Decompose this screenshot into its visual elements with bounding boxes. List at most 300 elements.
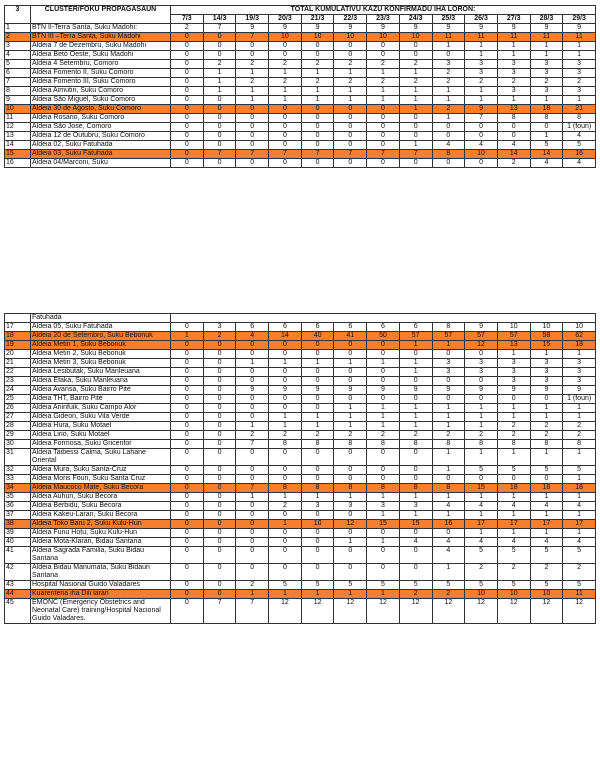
case-count: 4 [399, 538, 432, 547]
case-count: 9 [334, 386, 367, 395]
case-count: 1 [497, 529, 530, 538]
case-count: 15 [367, 520, 400, 529]
case-count: 1 [203, 69, 236, 78]
cluster-name: Aldeia 4 Setembru, Comoro [31, 60, 171, 69]
case-count: 2 [269, 60, 302, 69]
row-number: 11 [5, 114, 31, 123]
case-count: 18 [530, 105, 563, 114]
case-count: 5 [530, 581, 563, 590]
row-number: 30 [5, 440, 31, 449]
table-row [5, 431, 596, 440]
row-number: 43 [5, 581, 31, 590]
case-count: 1 [563, 51, 596, 60]
case-count: 1 [530, 449, 563, 466]
case-count: 0 [465, 395, 498, 404]
row-number: 14 [5, 141, 31, 150]
case-count: 0 [432, 159, 465, 168]
case-count: 1 [432, 96, 465, 105]
case-count: 4 [465, 141, 498, 150]
case-count: 9 [465, 24, 498, 33]
case-count: 0 [236, 132, 269, 141]
case-count: 1 [301, 96, 334, 105]
row-number: 13 [5, 132, 31, 141]
case-count: 1 [301, 493, 334, 502]
case-count: 0 [399, 395, 432, 404]
case-count: 1 [563, 42, 596, 51]
case-count: 5 [367, 581, 400, 590]
case-count: 9 [530, 24, 563, 33]
case-count: 2 [530, 564, 563, 581]
table-row [5, 42, 596, 51]
table-header-row [5, 6, 596, 15]
table-row [5, 377, 596, 386]
case-count: 2 [334, 431, 367, 440]
case-count: 7 [203, 150, 236, 159]
case-count: 6 [367, 323, 400, 332]
case-count: 1 [563, 529, 596, 538]
table-row [5, 590, 596, 599]
case-count: 0 [301, 377, 334, 386]
case-count: 1 [334, 404, 367, 413]
case-count: 0 [465, 377, 498, 386]
case-count: 8 [465, 440, 498, 449]
case-count: 16 [432, 520, 465, 529]
case-count: 41 [334, 332, 367, 341]
case-count: 8 [301, 440, 334, 449]
case-count: 1 [432, 466, 465, 475]
case-count: 17 [563, 520, 596, 529]
table-row [5, 547, 596, 564]
case-count: 0 [497, 395, 530, 404]
cluster-name: Aldeia Gideon, Suku Vila Verde [31, 413, 171, 422]
case-count: 1 [563, 413, 596, 422]
cluster-name: Aldeia Maucoco Mate, Suku Becora [31, 484, 171, 493]
case-count: 1 [563, 350, 596, 359]
header-date: 23/3 [367, 15, 400, 24]
cluster-name: Aldeia Toko Baru 2, Suku Kulu-Hun [31, 520, 171, 529]
case-count: 0 [334, 564, 367, 581]
case-count: 0 [269, 377, 302, 386]
case-count: 1 [432, 404, 465, 413]
case-count: 0 [399, 547, 432, 564]
case-count: 0 [334, 123, 367, 132]
case-count: 1 [236, 96, 269, 105]
case-count: 12 [367, 599, 400, 624]
case-count: 5 [530, 466, 563, 475]
case-count: 8 [432, 484, 465, 493]
case-count: 11 [563, 590, 596, 599]
case-count: 0 [465, 475, 498, 484]
row-number: 23 [5, 377, 31, 386]
table-row [5, 159, 596, 168]
case-count: 2 [334, 60, 367, 69]
case-count: 0 [171, 132, 204, 141]
case-count: 0 [334, 395, 367, 404]
case-count: 13 [497, 105, 530, 114]
case-count: 3 [203, 323, 236, 332]
case-count: 1 [269, 96, 302, 105]
case-count: 4 [465, 538, 498, 547]
case-count: 5 [399, 581, 432, 590]
case-count: 0 [399, 377, 432, 386]
case-count: 9 [236, 386, 269, 395]
table-row [5, 141, 596, 150]
case-count: 0 [399, 114, 432, 123]
cluster-name: Aldeia Efaka, Suku Manleuana [31, 377, 171, 386]
case-count: 1 [465, 493, 498, 502]
case-count: 1 [432, 511, 465, 520]
case-count: 0 [301, 42, 334, 51]
case-count: 1 [399, 368, 432, 377]
case-count: 0 [497, 475, 530, 484]
case-count: 0 [171, 150, 204, 159]
case-count: 0 [171, 599, 204, 624]
case-count: 50 [367, 332, 400, 341]
table-row [5, 404, 596, 413]
case-count: 0 [171, 78, 204, 87]
case-count: 0 [367, 368, 400, 377]
case-count: 15 [530, 341, 563, 350]
case-count: 0 [203, 493, 236, 502]
case-count: 0 [171, 547, 204, 564]
case-count: 1 [367, 96, 400, 105]
case-count: 0 [171, 33, 204, 42]
case-count: 1 [563, 449, 596, 466]
cluster-name: Aldeia Avansa, Suku Bairro Pité [31, 386, 171, 395]
table-row [5, 33, 596, 42]
case-count: 3 [530, 87, 563, 96]
case-count: 1 [301, 590, 334, 599]
case-count: 6 [334, 323, 367, 332]
case-count: 1 [399, 69, 432, 78]
case-count: 0 [171, 96, 204, 105]
case-count: 1 (foun) [563, 395, 596, 404]
case-count: 17 [465, 520, 498, 529]
table-row [5, 105, 596, 114]
case-count: 3 [399, 502, 432, 511]
case-count: 0 [301, 449, 334, 466]
cluster-name: Aldeia Funu Hotu, Suku Kulu-Hun [31, 529, 171, 538]
case-count: 3 [530, 69, 563, 78]
case-count: 0 [301, 159, 334, 168]
table-row [5, 132, 596, 141]
case-count: 9 [432, 24, 465, 33]
case-count: 8 [334, 440, 367, 449]
cluster-name: Aldeia 20 de Setembro, Suku Bebonuk [31, 332, 171, 341]
case-count: 0 [367, 466, 400, 475]
case-count: 0 [203, 105, 236, 114]
case-count: 0 [171, 141, 204, 150]
case-count: 0 [301, 341, 334, 350]
case-count: 5 [334, 581, 367, 590]
case-count: 0 [171, 484, 204, 493]
case-count: 0 [203, 547, 236, 564]
case-count: 8 [367, 440, 400, 449]
case-count: 4 [530, 159, 563, 168]
case-count: 9 [465, 105, 498, 114]
continuation-text: Fatuhada [31, 314, 171, 323]
case-count: 12 [269, 599, 302, 624]
case-count: 0 [203, 132, 236, 141]
case-count: 8 [497, 114, 530, 123]
row-number: 37 [5, 511, 31, 520]
continuation-row [5, 314, 596, 323]
case-count: 0 [203, 590, 236, 599]
case-count: 3 [530, 60, 563, 69]
case-count: 2 [236, 431, 269, 440]
table-row [5, 60, 596, 69]
case-count: 1 [497, 42, 530, 51]
case-count: 1 [465, 422, 498, 431]
case-count: 0 [334, 105, 367, 114]
case-count: 0 [203, 33, 236, 42]
case-count: 2 [367, 60, 400, 69]
case-count: 1 [530, 511, 563, 520]
case-count: 3 [465, 368, 498, 377]
case-count: 0 [530, 475, 563, 484]
case-count: 0 [269, 404, 302, 413]
case-count: 1 [563, 511, 596, 520]
table-row [5, 341, 596, 350]
case-count: 0 [269, 123, 302, 132]
case-count: 0 [432, 395, 465, 404]
case-count: 16 [563, 150, 596, 159]
case-count: 0 [367, 51, 400, 60]
case-count: 0 [236, 466, 269, 475]
row-number: 16 [5, 159, 31, 168]
table-row [5, 449, 596, 466]
case-count: 0 [236, 159, 269, 168]
case-count: 0 [203, 395, 236, 404]
case-count: 0 [334, 449, 367, 466]
case-count: 10 [399, 33, 432, 42]
case-count: 4 [432, 538, 465, 547]
case-count: 1 [399, 413, 432, 422]
case-count: 0 [334, 529, 367, 538]
case-count: 3 [465, 69, 498, 78]
case-count: 0 [334, 475, 367, 484]
case-count: 8 [563, 114, 596, 123]
case-count: 0 [367, 529, 400, 538]
case-count: 1 [269, 87, 302, 96]
case-count: 0 [301, 368, 334, 377]
case-count: 0 [171, 114, 204, 123]
header-date: 27/3 [497, 15, 530, 24]
case-count: 3 [530, 368, 563, 377]
case-count: 0 [203, 502, 236, 511]
table-row [5, 493, 596, 502]
case-count: 0 [203, 422, 236, 431]
case-count: 5 [465, 466, 498, 475]
cluster-name: Aldeia Lesibutak, Suku Manleuana [31, 368, 171, 377]
case-count: 57 [497, 332, 530, 341]
case-count: 0 [367, 132, 400, 141]
row-number: 2 [5, 33, 31, 42]
cluster-name: Aldeia 30 de Agosto, Suku Comoro [31, 105, 171, 114]
case-count: 2 [334, 78, 367, 87]
case-count: 0 [203, 42, 236, 51]
case-count: 3 [563, 377, 596, 386]
case-count: 0 [269, 350, 302, 359]
case-count: 12 [497, 599, 530, 624]
case-count: 8 [334, 484, 367, 493]
case-count: 2 [367, 78, 400, 87]
case-count: 6 [236, 323, 269, 332]
table-row [5, 323, 596, 332]
case-count: 9 [563, 386, 596, 395]
header-total: TOTAL KUMULATIVU KAZU KONFIRMADU IHA LORON: [171, 6, 596, 15]
case-count: 5 [497, 547, 530, 564]
case-count: 4 [497, 538, 530, 547]
case-count: 2 [432, 590, 465, 599]
case-count: 9 [367, 24, 400, 33]
case-count: 2 [497, 78, 530, 87]
case-count: 0 [236, 502, 269, 511]
case-count: 0 [269, 341, 302, 350]
case-count: 0 [171, 368, 204, 377]
case-count: 0 [301, 114, 334, 123]
case-count: 0 [236, 449, 269, 466]
table-row [5, 87, 596, 96]
cluster-name: Aldeia Fomento II, Suku Comoro [31, 69, 171, 78]
case-count: 1 [530, 42, 563, 51]
case-count: 2 [399, 78, 432, 87]
cluster-name: Aldeia Mura, Suku Santa-Cruz [31, 466, 171, 475]
case-count: 2 [432, 69, 465, 78]
case-count: 4 [432, 502, 465, 511]
case-count: 9 [301, 386, 334, 395]
case-count: 10 [497, 323, 530, 332]
table-row [5, 386, 596, 395]
cluster-name: Aldeia Aimutin, Suku Comoro [31, 87, 171, 96]
case-count: 2 [432, 431, 465, 440]
case-count: 0 [530, 395, 563, 404]
case-count: 5 [563, 141, 596, 150]
case-count: 0 [203, 377, 236, 386]
cluster-name: Hospital Nasional Guido Valadares [31, 581, 171, 590]
case-count: 1 [530, 529, 563, 538]
case-count: 7 [465, 114, 498, 123]
row-number: 8 [5, 87, 31, 96]
case-count: 0 [497, 123, 530, 132]
case-count: 0 [203, 529, 236, 538]
cluster-name: Kuarentena iha Dili laran [31, 590, 171, 599]
case-count: 9 [399, 24, 432, 33]
case-count: 2 [269, 502, 302, 511]
row-number: 32 [5, 466, 31, 475]
case-count: 3 [563, 87, 596, 96]
case-count: 0 [236, 413, 269, 422]
row-number: 9 [5, 96, 31, 105]
case-count: 5 [465, 547, 498, 564]
case-count: 1 [367, 590, 400, 599]
case-count: 0 [236, 341, 269, 350]
case-count: 0 [301, 538, 334, 547]
cluster-name: Aldeia Auhun, Suku Becora [31, 493, 171, 502]
case-count: 1 [497, 404, 530, 413]
case-count: 0 [236, 114, 269, 123]
case-count: 5 [530, 141, 563, 150]
case-count: 0 [171, 69, 204, 78]
case-count: 0 [465, 123, 498, 132]
case-count: 1 [497, 96, 530, 105]
case-count: 1 [269, 69, 302, 78]
case-count: 1 [432, 413, 465, 422]
case-count: 1 [269, 590, 302, 599]
case-count: 1 [432, 114, 465, 123]
case-count: 3 [563, 69, 596, 78]
case-count: 9 [530, 386, 563, 395]
row-number: 3 [5, 42, 31, 51]
case-count: 6 [301, 323, 334, 332]
case-count: 11 [497, 33, 530, 42]
table-row [5, 422, 596, 431]
page-break [0, 307, 600, 312]
case-count: 1 [465, 404, 498, 413]
case-count: 4 [432, 547, 465, 564]
case-count: 10 [334, 33, 367, 42]
case-count: 3 [334, 502, 367, 511]
case-count: 0 [171, 475, 204, 484]
case-count: 3 [497, 87, 530, 96]
case-count: 10 [301, 520, 334, 529]
case-count: 0 [334, 341, 367, 350]
table-row [5, 475, 596, 484]
case-count: 1 [334, 538, 367, 547]
case-count: 1 [203, 87, 236, 96]
case-count: 7 [301, 150, 334, 159]
table-row [5, 529, 596, 538]
case-count: 5 [563, 581, 596, 590]
case-count: 1 [465, 511, 498, 520]
case-count: 1 [399, 359, 432, 368]
case-count: 1 [465, 42, 498, 51]
case-count: 0 [367, 105, 400, 114]
case-count: 2 [465, 564, 498, 581]
case-count: 9 [236, 24, 269, 33]
case-count: 0 [269, 547, 302, 564]
case-count: 1 [269, 359, 302, 368]
cluster-name: Aldeia 04/Marconi, Suku [31, 159, 171, 168]
cluster-name: Aldeia Betó Oeste, Suku Madohi [31, 51, 171, 60]
case-count: 9 [497, 386, 530, 395]
case-count: 0 [269, 449, 302, 466]
case-count: 1 [563, 96, 596, 105]
case-count: 0 [236, 538, 269, 547]
case-count: 7 [236, 150, 269, 159]
header-date: 19/3 [236, 15, 269, 24]
case-count: 1 [465, 87, 498, 96]
case-count: 13 [497, 341, 530, 350]
case-count: 0 [301, 511, 334, 520]
case-count: 0 [236, 395, 269, 404]
case-count: 0 [432, 529, 465, 538]
case-count: 1 [236, 493, 269, 502]
case-count: 0 [171, 350, 204, 359]
case-count: 0 [171, 466, 204, 475]
case-count: 1 [530, 51, 563, 60]
case-count: 0 [269, 105, 302, 114]
case-count: 2 [399, 60, 432, 69]
case-count: 0 [203, 413, 236, 422]
case-count: 1 [334, 493, 367, 502]
case-count: 0 [236, 42, 269, 51]
case-count: 0 [203, 475, 236, 484]
case-count: 1 (foun) [563, 123, 596, 132]
case-count: 1 [432, 341, 465, 350]
table-row [5, 150, 596, 159]
case-count: 0 [301, 51, 334, 60]
